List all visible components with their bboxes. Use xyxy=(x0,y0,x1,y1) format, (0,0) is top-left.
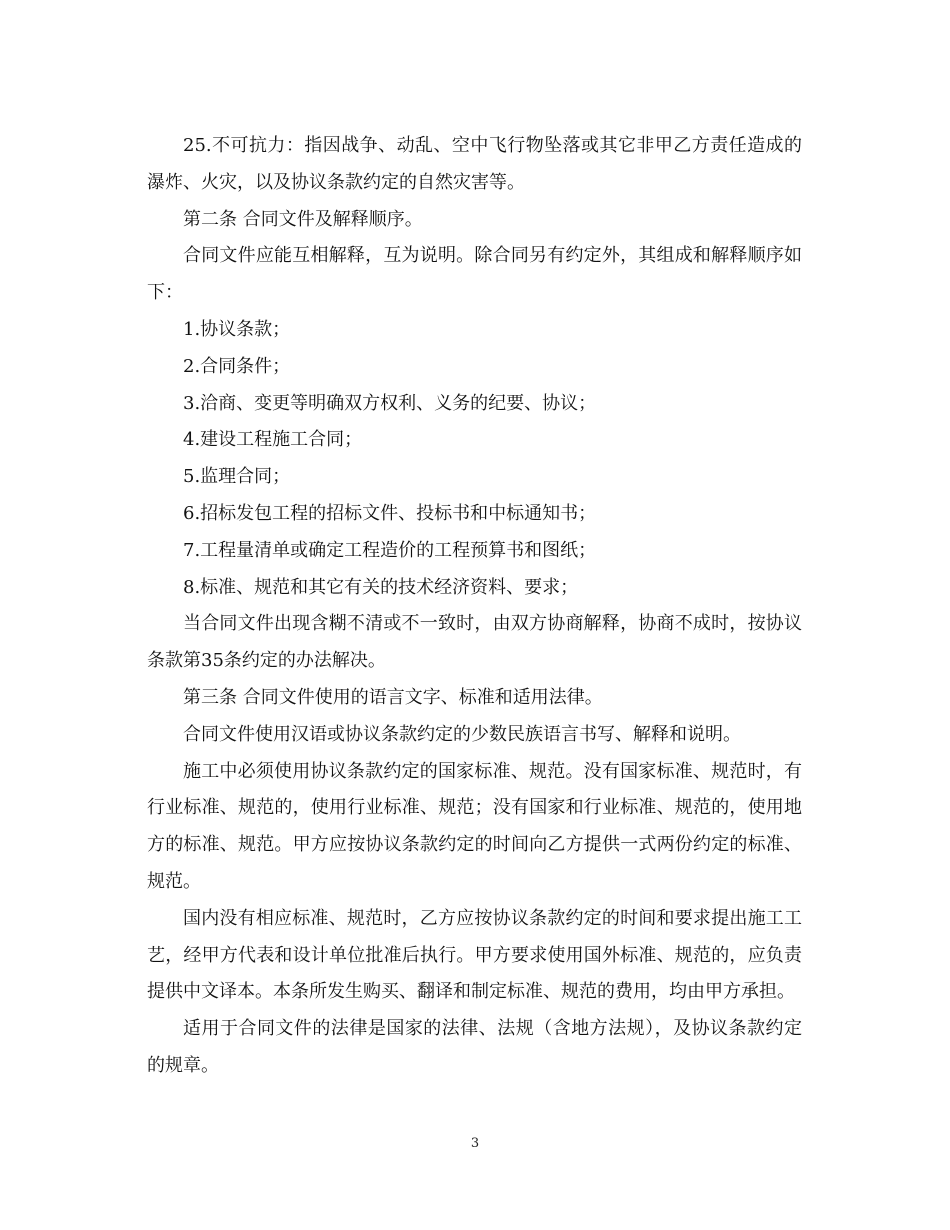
paragraph-standards: 施工中必须使用协议条款约定的国家标准、规范。没有国家标准、规范时，有行业标准、规范的，使用行业标准、规范；没有国家和行业标准、规范的，使用地方的标准、规范。甲方应按协议条款约定的时间向乙方提供一式两份约定的标准、规范。 xyxy=(147,760,802,892)
list-item: 4.建设工程施工合同； xyxy=(183,429,363,451)
list-item: 6.招标发包工程的招标文件、投标书和中标通知书； xyxy=(183,502,597,524)
paragraph-interpretation-order: 合同文件应能互相解释，互为说明。除合同另有约定外，其组成和解释顺序如下： xyxy=(147,245,802,304)
list-item: 5.监理合同； xyxy=(183,466,291,488)
paragraph-clause-25: 25.不可抗力：指因战争、动乱、空中飞行物坠落或其它非甲乙方责任造成的瀑炸、火灾，以及协议条款约定的自然灾害等。 xyxy=(147,135,802,193)
list-item: 2.合同条件； xyxy=(183,355,291,377)
paragraph-ambiguity-resolution: 当合同文件出现含糊不清或不一致时，由双方协商解释，协商不成时，按协议条款第35条约定的办法解决。 xyxy=(147,613,802,672)
page-number: 3 xyxy=(470,1136,480,1151)
list-item: 7.工程量清单或确定工程造价的工程预算书和图纸； xyxy=(183,539,597,561)
document-body xyxy=(147,128,802,1085)
paragraph-applicable-law: 适用于合同文件的法律是国家的法律、法规（含地方法规），及协议条款约定的规章。 xyxy=(147,1018,802,1076)
paragraph-article-2-heading: 第二条 合同文件及解释顺序。 xyxy=(183,208,423,230)
list-item: 8.标准、规范和其它有关的技术经济资料、要求； xyxy=(183,576,579,598)
list-item: 3.洽商、变更等明确双方权利、义务的纪要、协议； xyxy=(183,392,597,414)
list-item: 1.协议条款； xyxy=(183,318,291,340)
paragraph-language: 合同文件使用汉语或协议条款约定的少数民族语言书写、解释和说明。 xyxy=(183,723,741,745)
paragraph-article-3-heading: 第三条 合同文件使用的语言文字、标准和适用法律。 xyxy=(183,686,603,708)
paragraph-foreign-standards: 国内没有相应标准、规范时，乙方应按协议条款约定的时间和要求提出施工工艺，经甲方代表和设计单位批准后执行。甲方要求使用国外标准、规范的，应负责提供中文译本。本条所发生购买、翻译和制定标准、规范的费用，均由甲方承担。 xyxy=(147,907,802,1003)
